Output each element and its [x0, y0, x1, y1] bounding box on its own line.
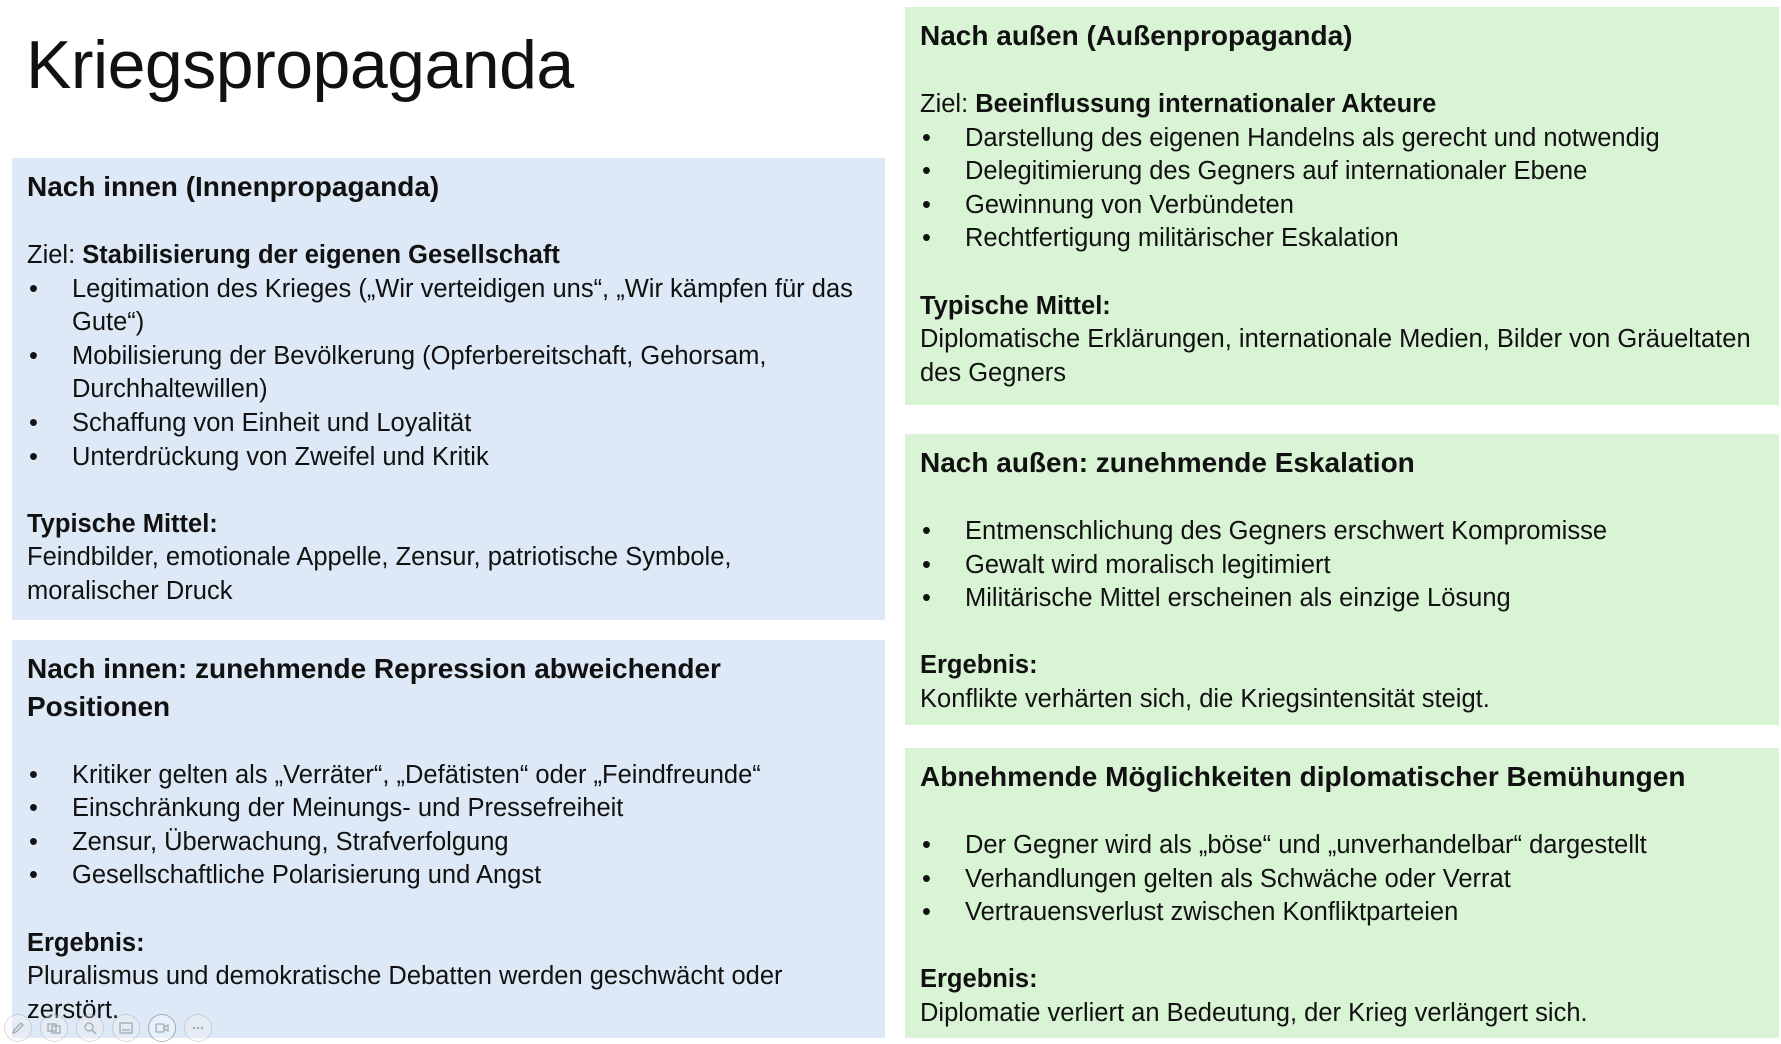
subtitles-button[interactable] [112, 1014, 140, 1042]
goal-line [27, 239, 870, 273]
list-item: • Einschränkung der Meinungs- und Pressefreiheit [27, 792, 870, 826]
goal-text: Beeinflussung internationaler Akteure [975, 90, 1437, 119]
zoom-icon [82, 1020, 98, 1036]
list-item: • Gesellschaftliche Polarisierung und Angst [27, 859, 870, 893]
pen-icon [10, 1020, 26, 1036]
means-label: Typische Mittel: [27, 509, 218, 538]
camera-icon [154, 1020, 170, 1036]
box-heading: Nach innen (Innenpropaganda) [27, 171, 440, 202]
list-item: • Entmenschlichung des Gegners erschwert Kompromisse [920, 515, 1764, 549]
box-innen-repression [12, 640, 885, 1038]
result-label: Ergebnis: [920, 651, 1038, 680]
more-icon [190, 1020, 206, 1036]
zoom-button[interactable] [76, 1014, 104, 1042]
list-item: • Gewalt wird moralisch legitimiert [920, 549, 1764, 583]
result-label: Ergebnis: [27, 928, 145, 957]
result-text: Pluralismus und demokratische Debatten werden geschwächt oder zerstört. [27, 962, 783, 1024]
box-heading: Abnehmende Möglichkeiten diplomatischer Bemühungen [920, 761, 1686, 792]
list-item: • Unterdrückung von Zweifel und Kritik [27, 441, 870, 475]
means-text: Feindbilder, emotionale Appelle, Zensur, patriotische Symbole, moralischer Druck [27, 543, 732, 606]
slide-title: Kriegspropaganda [26, 27, 574, 103]
list-item: • Schaffung von Einheit und Loyalität [27, 407, 870, 441]
bullet-list [920, 515, 1764, 616]
goal-prefix: Ziel: [920, 90, 976, 119]
list-item: • Darstellung des eigenen Handelns als gerecht und notwendig [920, 122, 1764, 156]
list-item: • Legitimation des Krieges („Wir verteidigen uns“, „Wir kämpfen für das Gute“) [27, 273, 870, 340]
box-heading: Nach außen: zunehmende Eskalation [920, 447, 1415, 478]
box-innenpropaganda [12, 158, 885, 620]
slides-button[interactable] [40, 1014, 68, 1042]
more-button[interactable] [184, 1014, 212, 1042]
list-item: • Delegitimierung des Gegners auf internationaler Ebene [920, 155, 1764, 189]
presenter-toolbar [4, 1012, 212, 1044]
list-item: • Verhandlungen gelten als Schwäche oder Verrat [920, 863, 1764, 897]
bullet-list [27, 759, 870, 893]
goal-line [920, 88, 1764, 122]
box-heading: Nach innen: zunehmende Repression abweichender Positionen [27, 653, 721, 722]
box-diplomatie [905, 748, 1779, 1038]
box-aussen-eskalation [905, 434, 1779, 725]
means-label: Typische Mittel: [920, 291, 1111, 320]
list-item: • Vertrauensverlust zwischen Konfliktparteien [920, 896, 1764, 930]
list-item: • Mobilisierung der Bevölkerung (Opferbereitschaft, Gehorsam, Durchhaltewillen) [27, 340, 870, 407]
box-aussenpropaganda [905, 7, 1779, 405]
subtitles-icon [118, 1020, 134, 1036]
goal-prefix: Ziel: [27, 241, 83, 270]
result-text: Konflikte verhärten sich, die Kriegsintensität steigt. [920, 685, 1490, 714]
slides-icon [46, 1020, 62, 1036]
bullet-list [920, 829, 1764, 930]
bullet-list [27, 273, 870, 475]
list-item: • Rechtfertigung militärischer Eskalation [920, 222, 1764, 256]
means-text: Diplomatische Erklärungen, internationale Medien, Bilder von Gräueltaten des Gegners [920, 325, 1751, 387]
result-label: Ergebnis: [920, 965, 1038, 994]
list-item: • Militärische Mittel erscheinen als einzige Lösung [920, 582, 1764, 616]
list-item: • Gewinnung von Verbündeten [920, 189, 1764, 223]
list-item: • Kritiker gelten als „Verräter“, „Defätisten“ oder „Feindfreunde“ [27, 759, 870, 793]
box-heading: Nach außen (Außenpropaganda) [920, 20, 1353, 51]
pen-button[interactable] [4, 1014, 32, 1042]
list-item: • Der Gegner wird als „böse“ und „unverhandelbar“ dargestellt [920, 829, 1764, 863]
list-item: • Zensur, Überwachung, Strafverfolgung [27, 826, 870, 860]
bullet-list [920, 122, 1764, 256]
camera-button[interactable] [148, 1014, 176, 1042]
goal-text: Stabilisierung der eigenen Gesellschaft [82, 241, 560, 270]
result-text: Diplomatie verliert an Bedeutung, der Krieg verlängert sich. [920, 999, 1588, 1028]
